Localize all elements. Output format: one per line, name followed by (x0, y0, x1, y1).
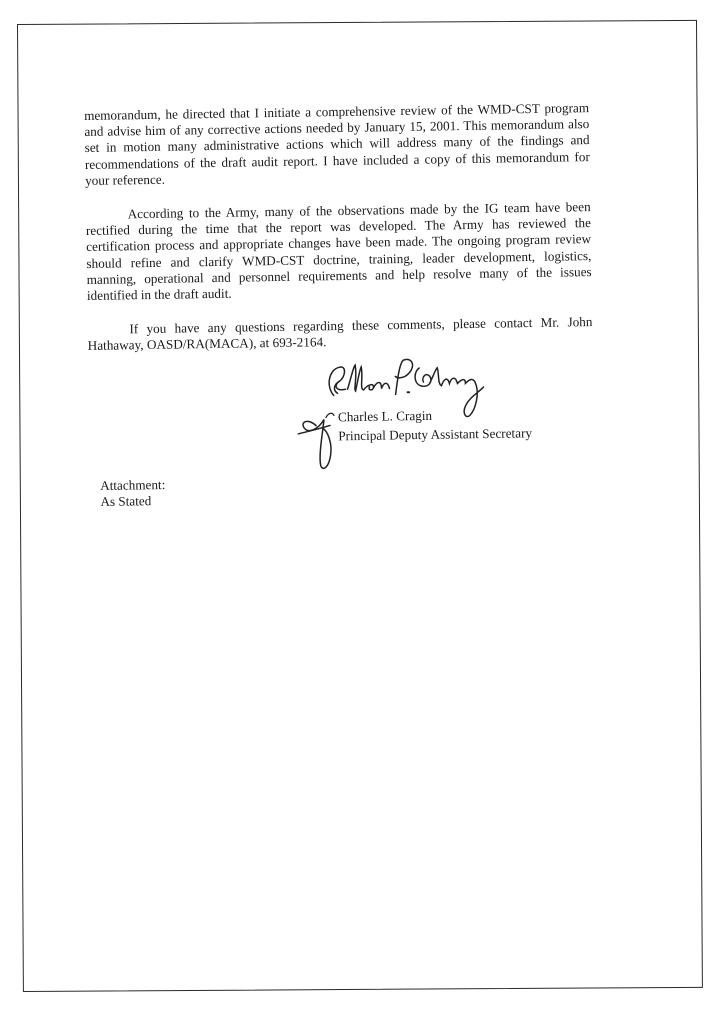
attachment-label: Attachment: (100, 476, 166, 493)
attachment-value: As Stated (100, 493, 152, 510)
signer-title: Principal Deputy Assistant Secretary (338, 425, 533, 444)
signer-name: Charles L. Cragin (337, 407, 433, 425)
attachment-block (100, 477, 166, 510)
paragraph-army-observations: According to the Army, many of the observations made by the IG team have been rectified during the time that the report was developed. The Army has reviewed the certification process and appropriate changes have been made. The ongoing program review should refine and clarify WMD-CST doctrine, training, leader development, logistics, manning, operational and personnel requirements and help resolve many of the issues identified in the draft audit. (85, 199, 592, 304)
signature-block (295, 352, 557, 476)
letter-body (84, 100, 593, 355)
paragraph-contact: If you have any questions regarding these comments, please contact Mr. John Hathaway, OASD/RA(MACA), at 693-2164. (87, 314, 593, 354)
paragraph-review: memorandum, he directed that I initiate a comprehensive review of the WMD-CST program and advise him of any corrective actions needed by January 15, 2001. This memorandum also set in motion many administrative actions which will address many of the findings and recommendations of the draft audit report. I have included a copy of this memorandum for your reference. (84, 100, 590, 188)
